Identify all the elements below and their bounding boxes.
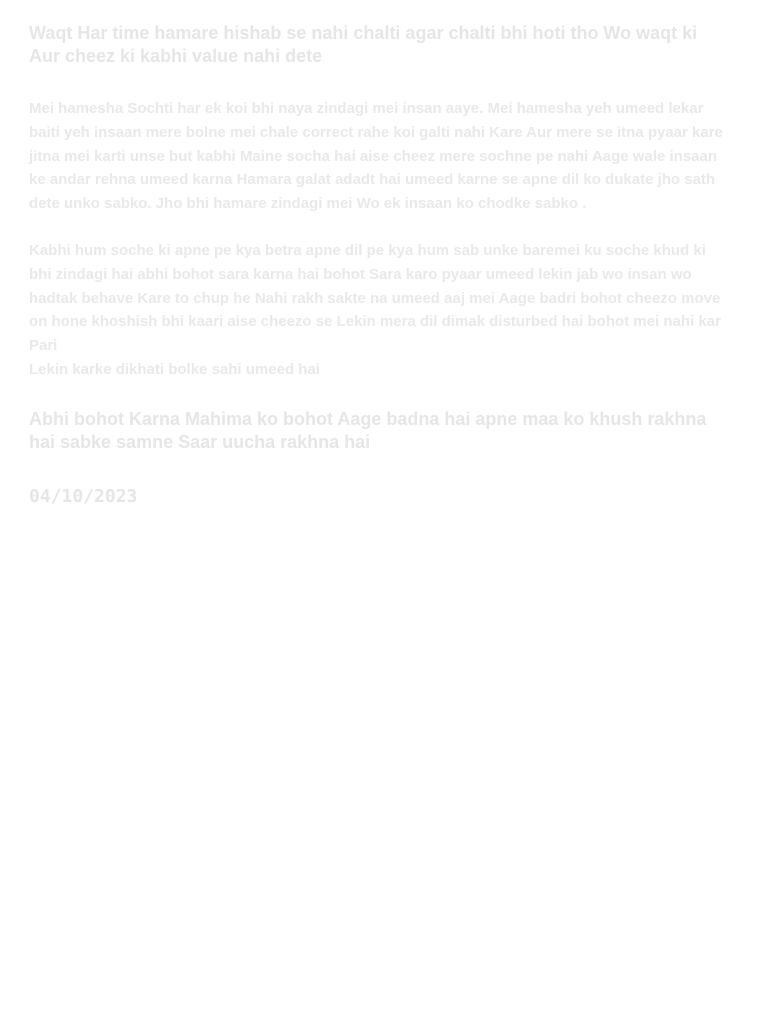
paragraph-2: Kabhi hum soche ki apne pe kya betra apne dil pe kya hum sab unke baremei ku soche khud ki bhi zindagi hai abhi bohot sara karna hai bohot Sara karo pyaar umeed lekin jab wo insan wo hadtak behave Kare to chup he Nahi rakh sakte na umeed aaj mei Aage badri bohot cheezo move on hone khoshish bhi kaari aise cheezo se Lekin mera dil dimak disturbed hai bohot mei nahi kar Pari bbox=[29, 241, 721, 355]
paragraph-1: Mei hamesha Sochti har ek koi bhi naya zindagi mei insan aaye. Mei hamesha yeh umeed lekar baiti yeh insaan mere bolne mei chale correct rahe koi galti nahi Kare Aur mere se itna pyaar kare jitna mei karti unse but kabhi Maine socha hai aise cheez mere sochne pe nahi Aage wale insaan ke andar rehna umeed karna Hamara galat adadt hai umeed karne se apne dil ko dukate jho sath dete unko sabko. Jho bhi hamare zindagi mei Wo ek insaan ko chodke sabko . bbox=[29, 100, 723, 213]
paragraph-3: Lekin karke dikhati bolke sahi umeed hai bbox=[29, 360, 320, 378]
note-heading-2: Abhi bohot Karna Mahima ko bohot Aage badna hai apne maa ko khush rakhna hai sabke samne Saar uucha rakhna hai bbox=[29, 408, 707, 452]
note-date: 04/10/2023 bbox=[29, 485, 138, 507]
note-title: Waqt Har time hamare hishab se nahi chalti agar chalti bhi hoti tho Wo waqt ki Aur cheez ki kabhi value nahi dete bbox=[29, 23, 698, 66]
note-body bbox=[29, 22, 729, 509]
